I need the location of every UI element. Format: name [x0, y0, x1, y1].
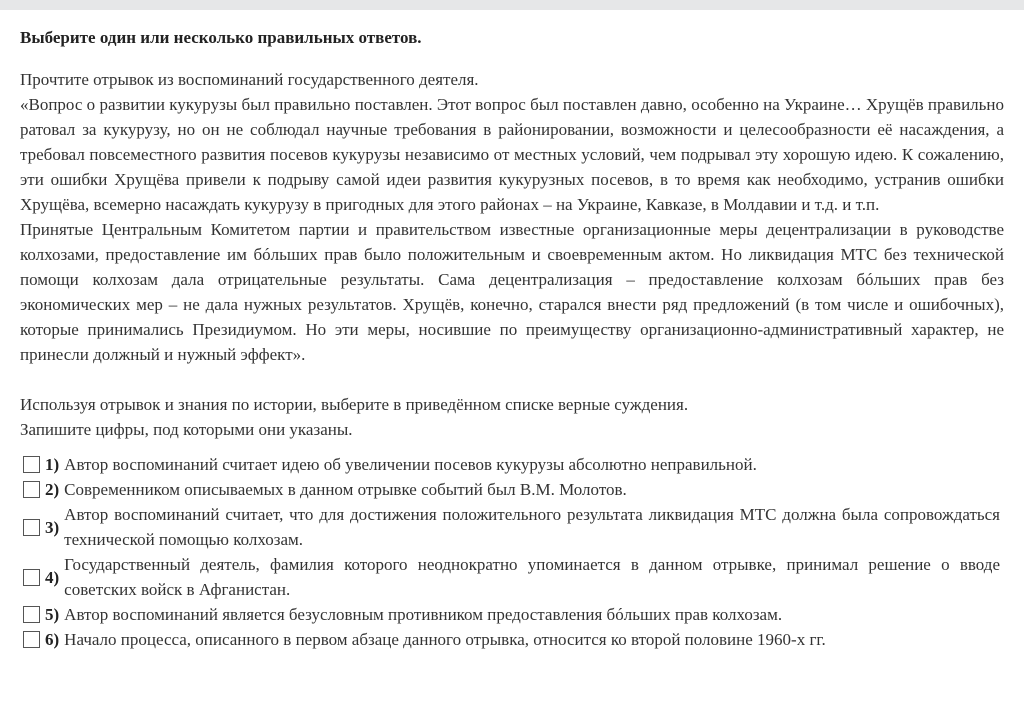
option-text: Современником описываемых в данном отрывке событий был В.М. Молотов. [64, 480, 627, 499]
question-content [0, 10, 1024, 652]
answer-options [20, 452, 1004, 652]
option-number: 5) [45, 605, 60, 624]
passage-paragraph-1: «Вопрос о развитии кукурузы был правильно поставлен. Этот вопрос был поставлен давно, особенно на Украине… Хрущёв правильно ратовал за кукурузу, но он не соблюдал научные требования в районировании, возможности и целесообразности её насаждения, а требовал повсеместного развития посевов кукурузы независимо от местных условий, чем подрывал эту хорошую идею. К сожалению, эти ошибки Хрущёва привели к подрыву самой идеи развития кукурузных посевов, в то время как необходимо, устранив ошибки Хрущёва, всемерно насаждать кукурузу в пригодных для этого районах – на Украине, Кавказе, в Молдавии и т.д. и т.п. [20, 95, 1004, 214]
option-text: Автор воспоминаний считает, что для достижения положительного результата ликвидация МТС должна была сопровождаться технической помощью колхозам. [64, 505, 1000, 549]
checkbox-2[interactable] [23, 481, 40, 498]
option-text: Автор воспоминаний считает идею об увеличении посевов кукурузы абсолютно неправильной. [64, 455, 757, 474]
option-text: Государственный деятель, фамилия которого неоднократно упоминается в данном отрывке, принимал решение о вводе советских войск в Афганистан. [64, 555, 1000, 599]
answer-option-2[interactable] [20, 477, 1000, 502]
option-number: 4) [45, 567, 60, 587]
top-bar [0, 0, 1024, 10]
passage-block [20, 67, 1004, 367]
option-text: Начало процесса, описанного в первом абзаце данного отрывка, относится ко второй половине 1960-х гг. [64, 630, 826, 649]
task-block [20, 392, 1004, 442]
question-instruction: Выберите один или несколько правильных ответов. [20, 28, 422, 47]
passage-paragraph-2: Принятые Центральным Комитетом партии и правительством известные организационные меры децентрализации в руководстве колхозами, предоставление им бóльших прав было положительным и своевременным актом. Но ликвидация МТС без технической помощи колхозам дала отрицательные результаты. Сама децентрализация – предоставление колхозам бóльших прав без экономических мер – не дала нужных результатов. Хрущёв, конечно, старался внести ряд предложений (в том числе и ошибочных), которые принимались Президиумом. Но эти меры, носившие по преимуществу организационно-административный характер, не принесли должный и нужный эффект». [20, 220, 1004, 364]
option-number: 1) [45, 455, 60, 474]
answer-option-3[interactable] [20, 502, 1000, 552]
answer-option-6[interactable] [20, 627, 1000, 652]
answer-option-1[interactable] [20, 452, 1000, 477]
option-number: 3) [45, 517, 60, 537]
checkbox-6[interactable] [23, 631, 40, 648]
checkbox-5[interactable] [23, 606, 40, 623]
answer-option-4[interactable] [20, 552, 1000, 602]
task-line-2: Запишите цифры, под которыми они указаны. [20, 420, 353, 439]
task-line-1: Используя отрывок и знания по истории, выберите в приведённом списке верные суждения. [20, 395, 689, 414]
option-text: Автор воспоминаний является безусловным противником предоставления бóльших прав колхозам. [64, 605, 783, 624]
option-number: 6) [45, 630, 60, 649]
answer-option-5[interactable] [20, 602, 1000, 627]
checkbox-4[interactable] [23, 569, 40, 586]
checkbox-1[interactable] [23, 456, 40, 473]
option-number: 2) [45, 480, 60, 499]
checkbox-3[interactable] [23, 519, 40, 536]
passage-intro: Прочтите отрывок из воспоминаний государственного деятеля. [20, 70, 479, 89]
